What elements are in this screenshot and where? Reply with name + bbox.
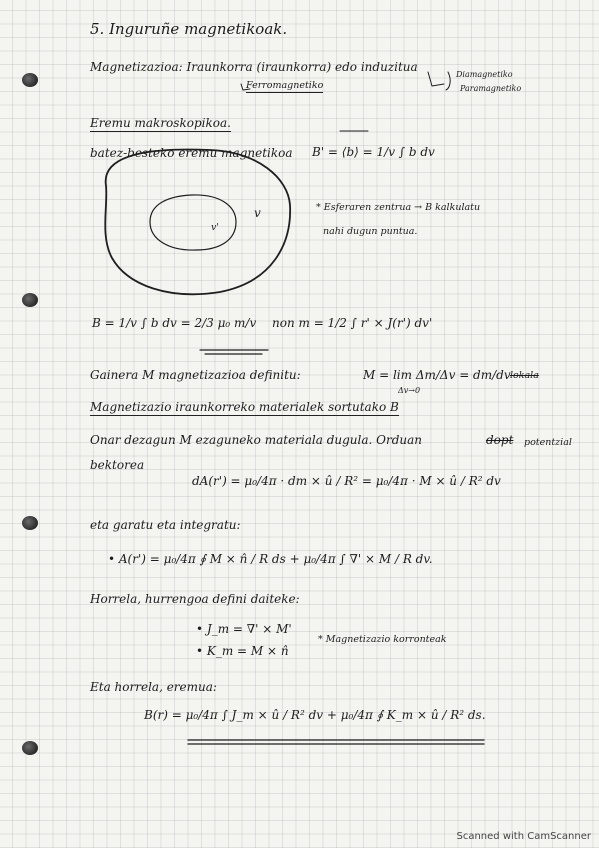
text-line: Eta horrela, eremua: (90, 680, 217, 694)
section-heading: Eremu makroskopikoa. (90, 116, 231, 130)
text-line: Horrela, hurrengoa defini daiteke: (90, 592, 300, 606)
text-line: Onar dezagun M ezaguneko materiala dugula. Orduan (90, 433, 423, 447)
note-line: nahi dugun puntua. (323, 226, 418, 237)
page-title: 5. Inguruñe magnetikoak. (90, 20, 288, 38)
struck-word: dopt (486, 433, 514, 447)
volume-label-v: v (254, 206, 261, 220)
section-heading: Magnetizazio iraunkorreko materialek sortutako B (90, 400, 399, 414)
note-line: * Magnetizazio korronteak (318, 634, 447, 645)
limit-subscript: Δv→0 (398, 386, 421, 395)
note-line: * Esferaren zentrua → B kalkulatu (316, 202, 481, 213)
formula-M: M = lim Δm/Δv = dm/dv (363, 368, 511, 382)
volume-label-vprime: v' (211, 222, 219, 233)
text-line: eta garatu eta integratu: (90, 518, 241, 532)
formula-Jm: • J_m = ∇' × M' (196, 622, 292, 636)
formula-average-field: B' = ⟨b⟩ = 1/v ∫ b dv (312, 145, 435, 159)
formula-B: B = 1/v ∫ b dv = 2/3 μ₀ m/v (92, 316, 257, 330)
text-line: Gainera M magnetizazioa definitu: (90, 368, 301, 382)
scanner-watermark: Scanned with CamScanner (456, 831, 591, 842)
formula-dA: dA(r') = μ₀/4π · dm × û / R² = μ₀/4π · M × û / R² dv (192, 474, 501, 488)
text-line: bektorea (90, 458, 145, 472)
struck-annotation: lokala (510, 370, 539, 381)
paramagnetiko-label: Paramagnetiko (460, 84, 522, 93)
text-line: batez-besteko eremu magnetikoa (90, 146, 293, 160)
ferromagnetiko-label: Ferromagnetiko (246, 80, 324, 91)
magnetizazioa-line: Magnetizazioa: Iraunkorra (iraunkorra) edo induzitua (90, 60, 418, 74)
text-fragment: potentzial (524, 437, 572, 448)
formula-Km: • K_m = M × n̂ (196, 644, 289, 658)
formula-final-B: B(r) = μ₀/4π ∫ J_m × û / R² dv + μ₀/4π ∮ K_m × û / R² ds. (144, 708, 486, 722)
formula-A: • A(r') = μ₀/4π ∮ M × n̂ / R ds + μ₀/4π ∫ ∇' × M / R dv. (108, 552, 433, 566)
formula-m-definition: non m = 1/2 ∫ r' × J(r') dv' (272, 316, 433, 330)
diamagnetiko-label: Diamagnetiko (456, 70, 513, 79)
